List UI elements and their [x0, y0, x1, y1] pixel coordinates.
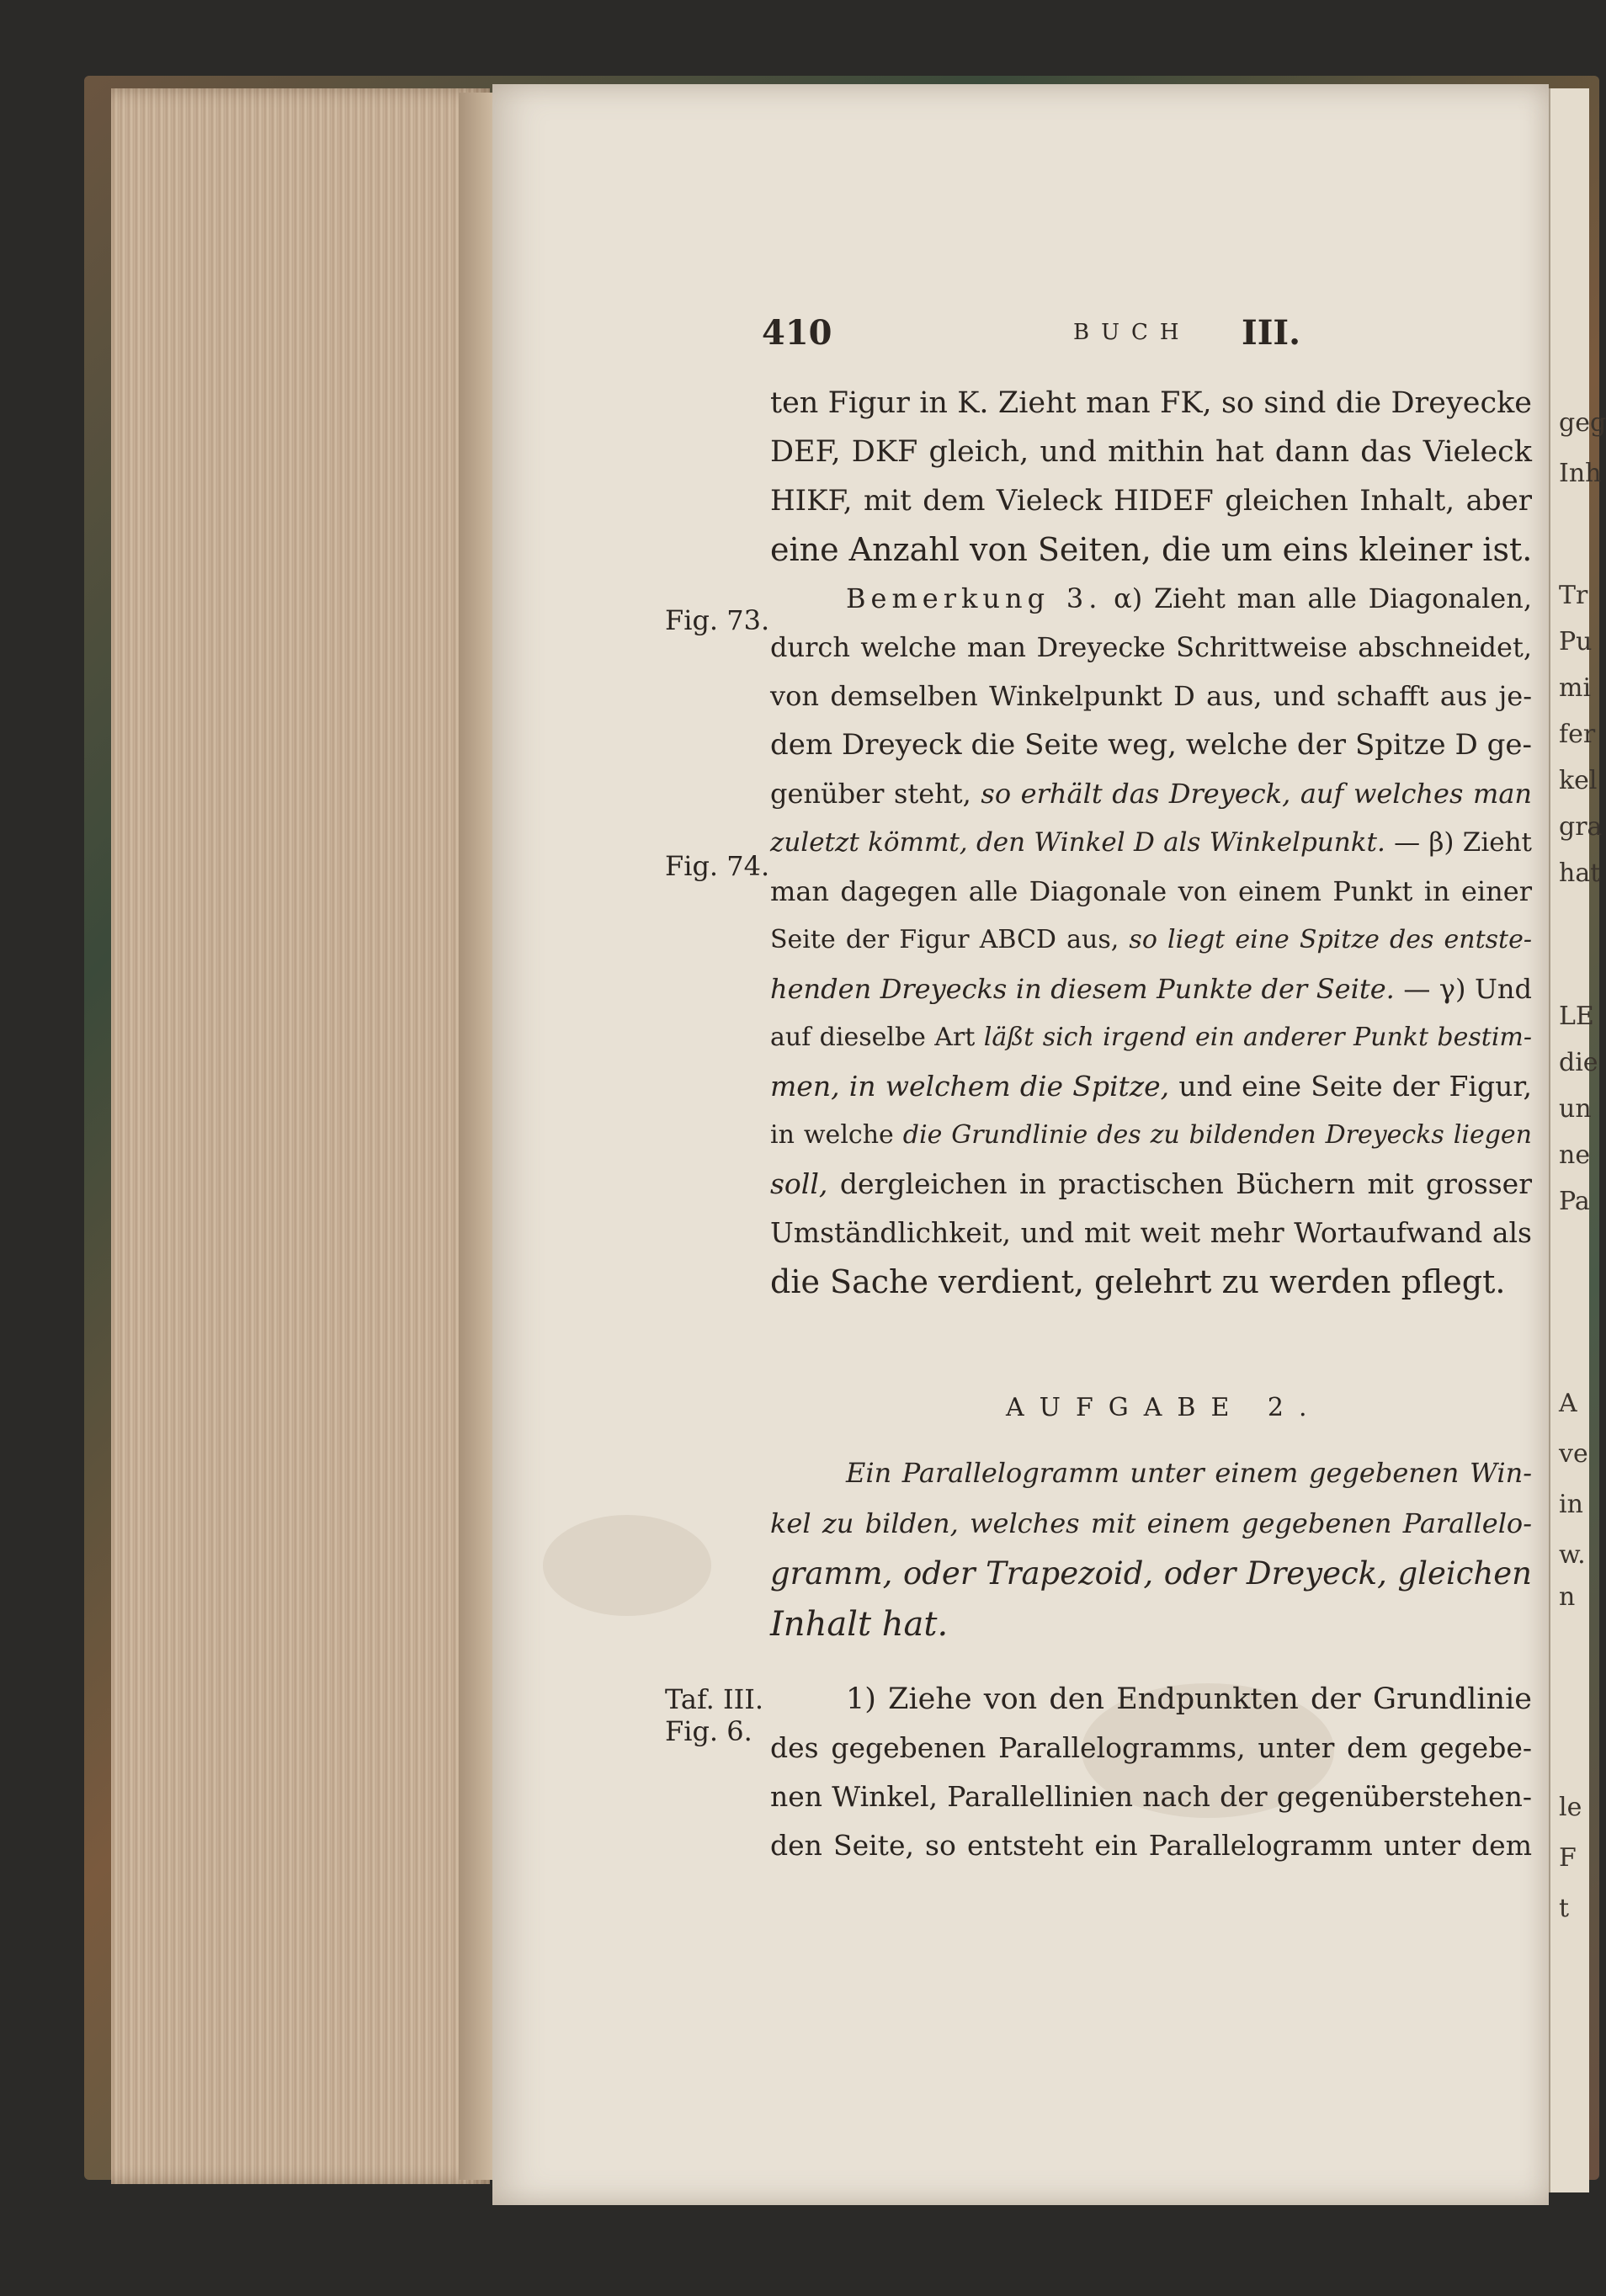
section-title: AUFGABE 2.	[1006, 1393, 1322, 1422]
text-span: zuletzt kömmt, den Winkel D als Winkelpunkt.	[770, 827, 1385, 858]
text-span: men, in welchem die Spitze,	[770, 1070, 1170, 1103]
remark-line	[770, 818, 1532, 867]
remark-line	[770, 1013, 1532, 1062]
page-number: 410	[762, 313, 832, 353]
margin-note-fig74: Fig. 74.	[665, 850, 770, 882]
book-number: III.	[1242, 313, 1301, 353]
text-line: HIKF, mit dem Vieleck HIDEF gleichen Inhalt, aber	[770, 484, 1532, 518]
next-page-fragment: Inh	[1559, 459, 1602, 488]
task-statement	[770, 1448, 1532, 1650]
remark-line: von demselben Winkelpunkt D aus, und schafft aus je-	[770, 680, 1532, 712]
remark-line	[770, 965, 1532, 1013]
text-span: α) Zieht man alle Diagonalen,	[1114, 582, 1532, 614]
next-page-edge	[1549, 88, 1606, 2192]
next-page-fragment: w.	[1559, 1540, 1586, 1570]
next-page-fragment: fer	[1559, 720, 1596, 749]
next-page-fragment: F	[1559, 1843, 1577, 1873]
text-span: dergleichen in practischen Büchern mit grosser	[839, 1167, 1532, 1200]
text-span: — β) Zieht	[1394, 827, 1532, 858]
margin-note-fig6: Fig. 6.	[665, 1715, 752, 1747]
next-page-fragment: A	[1559, 1389, 1577, 1418]
next-page-fragment: Tr	[1559, 581, 1588, 610]
remark-line	[770, 1160, 1532, 1209]
solution-line: nen Winkel, Parallellinien nach der gegenüberstehen-	[770, 1780, 1532, 1813]
remark-line: Umständlichkeit, und mit weit mehr Wortaufwand als	[770, 1216, 1532, 1249]
solution-line: den Seite, so entsteht ein Parallelogramm unter dem	[770, 1829, 1532, 1862]
task-line: gramm, oder Trapezoid, oder Dreyeck, gleichen	[770, 1555, 1532, 1592]
remark-line: man dagegen alle Diagonale von einem Punkt in einer	[770, 875, 1532, 907]
solution-text	[770, 1675, 1532, 1870]
page-edges	[111, 88, 490, 2184]
main-text	[770, 379, 1532, 1306]
next-page-fragment: Pa	[1559, 1187, 1590, 1216]
remark-line: dem Dreyeck die Seite weg, welche der Spitze D ge-	[770, 728, 1532, 762]
remark-line	[770, 769, 1532, 818]
remark-line	[770, 574, 1532, 623]
text-span: genüber steht,	[770, 778, 971, 810]
next-page-fragment: LE	[1559, 1002, 1594, 1031]
text-line: ten Figur in K. Zieht man FK, so sind die Dreyecke	[770, 386, 1532, 420]
solution-line: des gegebenen Parallelogramms, unter dem gegebe-	[770, 1731, 1532, 1764]
next-page-fragment: in	[1559, 1490, 1583, 1519]
text-span: auf dieselbe Art	[770, 1023, 976, 1052]
text-span: Seite der Figur ABCD aus,	[770, 925, 1119, 954]
remark-line	[770, 1062, 1532, 1111]
task-line: Inhalt hat.	[770, 1605, 949, 1644]
next-page-fragment: mi	[1559, 673, 1592, 703]
remark-line: durch welche man Dreyecke Schrittweise abschneidet,	[770, 631, 1532, 663]
text-span: und eine Seite der Figur,	[1178, 1070, 1532, 1103]
text-line: eine Anzahl von Seiten, die um eins kleiner ist.	[770, 531, 1533, 568]
next-page-fragment: Pu	[1559, 627, 1593, 656]
next-page-fragment: t	[1559, 1894, 1570, 1923]
next-page-fragment: gra	[1559, 812, 1603, 842]
text-span: die Grundlinie des zu bildenden Dreyecks liegen	[902, 1120, 1532, 1150]
next-page-fragment: hat	[1559, 858, 1601, 888]
next-page-fragment: die	[1559, 1048, 1598, 1077]
next-page-fragment: ve	[1559, 1439, 1588, 1469]
remark-line	[770, 916, 1532, 965]
text-span: in welche	[770, 1120, 894, 1150]
next-page-fragment: kel	[1559, 766, 1598, 795]
paper-stain	[543, 1515, 711, 1616]
margin-note-taf: Taf. III.	[665, 1683, 764, 1715]
text-line: DEF, DKF gleich, und mithin hat dann das Vieleck	[770, 435, 1532, 469]
next-page-fragment: un	[1559, 1094, 1592, 1124]
text-span: — γ) Und	[1403, 973, 1533, 1005]
text-span: so liegt eine Spitze des entste-	[1129, 925, 1533, 954]
next-page-fragment: ne	[1559, 1140, 1591, 1170]
next-page-fragment: geg	[1559, 408, 1606, 438]
next-page-fragment: n	[1559, 1582, 1576, 1612]
remark-line	[770, 1111, 1532, 1160]
text-span: läßt sich irgend ein anderer Punkt bestim-	[983, 1023, 1532, 1052]
text-span: so erhält das Dreyeck, auf welches man	[981, 778, 1533, 810]
remark-heading: Bemerkung 3.	[846, 582, 1103, 614]
page-header	[762, 313, 1300, 364]
task-line: Ein Parallelogramm unter einem gegebenen Win-	[846, 1457, 1532, 1489]
solution-line: 1) Ziehe von den Endpunkten der Grundlinie	[846, 1682, 1532, 1716]
text-span: soll,	[770, 1167, 828, 1200]
remark-line: die Sache verdient, gelehrt zu werden pflegt.	[770, 1263, 1506, 1300]
text-span: henden Dreyecks in diesem Punkte der Seite.	[770, 973, 1395, 1005]
margin-note-fig73: Fig. 73.	[665, 604, 770, 636]
running-title: BUCH	[1073, 320, 1191, 345]
task-line: kel zu bilden, welches mit einem gegebenen Parallelo-	[770, 1507, 1532, 1539]
next-page-fragment: le	[1559, 1793, 1582, 1822]
